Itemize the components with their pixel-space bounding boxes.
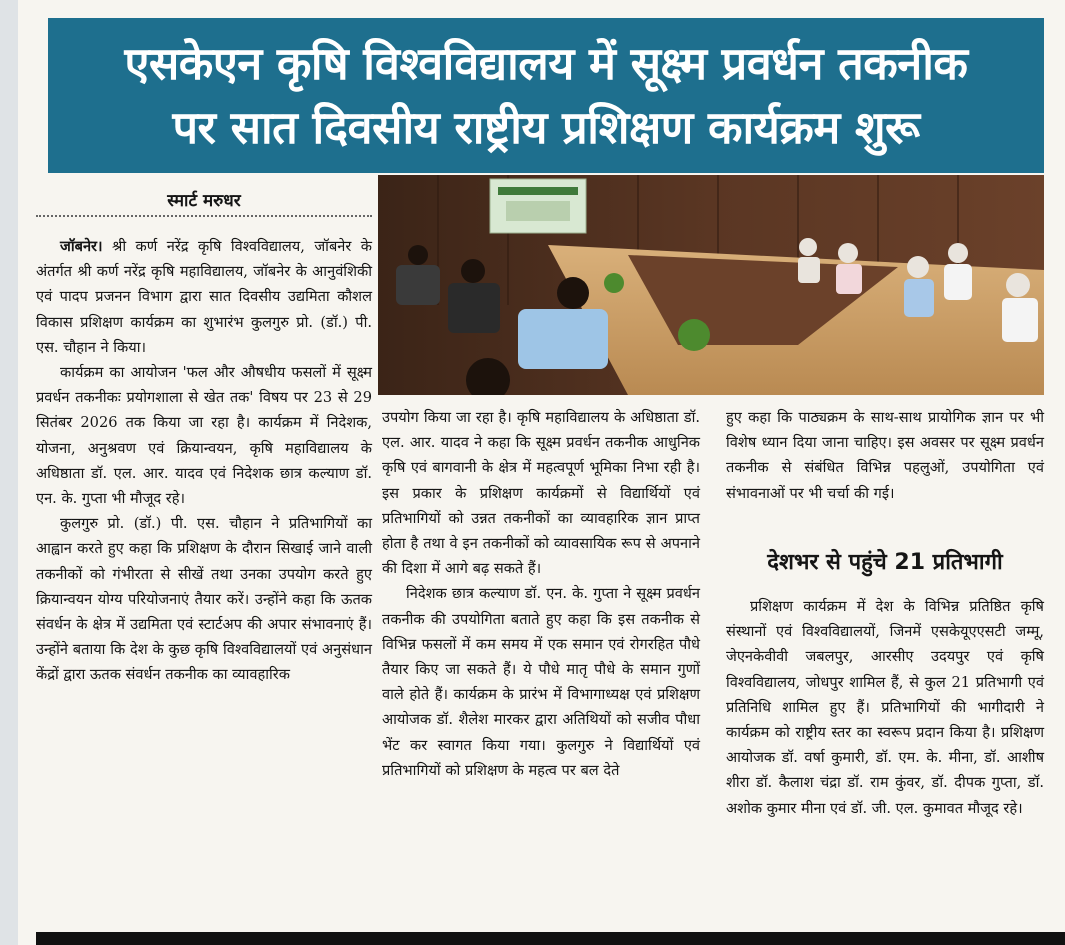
article-column-1 <box>36 234 372 688</box>
headline-banner <box>48 18 1044 173</box>
dateline: जॉबनेर। <box>60 238 103 255</box>
meeting-room-photo <box>378 175 1044 395</box>
byline-divider <box>36 215 372 217</box>
section-subheading: देशभर से पहुंचे 21 प्रतिभागी <box>767 550 1003 575</box>
page-edge-strip <box>0 0 18 945</box>
paragraph-intro-text: श्री कर्ण नरेंद्र कृषि विश्वविद्यालय, जॉबनेर के अंतर्गत श्री कर्ण नरेंद्र कृषि महाविद्यालय, जॉबनेर के आनुवंशिकी एवं पादप प्रजनन विभाग द्वारा सात दिवसीय उद्यमिता कौशल विकास प्रशिक्षण कार्यक्रम का शुभारंभ कुलगुरु प्रो. (डॉ.) पी. एस. चौहान ने किया। <box>36 238 372 356</box>
headline-line-2: पर सात दिवसीय राष्ट्रीय प्रशिक्षण कार्यक्रम शुरू <box>172 101 920 154</box>
paragraph-discussion: हुए कहा कि पाठ्यक्रम के साथ-साथ प्रायोगिक ज्ञान पर भी विशेष ध्यान दिया जाना चाहिए। इस अवसर पर सूक्ष्म प्रवर्धन तकनीक से संबंधित विभिन्न पहलुओं, उपयोगिता एवं संभावनाओं पर भी चर्चा की गई। <box>726 409 1044 502</box>
paragraph-director-remarks: निदेशक छात्र कल्याण डॉ. एन. के. गुप्ता ने सूक्ष्म प्रवर्धन तकनीक की उपयोगिता बताते हुए कहा कि इस तकनीक से विभिन्न फसलों में कम समय में एक समान एवं रोगरहित पौधे तैयार किए जा सकते हैं। ये पौधे मातृ पौधे के समान गुणों वाले होते हैं। कार्यक्रम के प्रारंभ में विभागाध्यक्ष एवं प्रशिक्षण आयोजक डॉ. शैलेश मारकर द्वारा अतिथियों को सजीव पौधा भेंट कर स्वागत किया गया। कुलगुरु ने विद्यार्थियों एवं प्रतिभागियों को प्रशिक्षण के महत्व पर बल देते <box>382 585 700 779</box>
paragraph-dean-remarks: उपयोग किया जा रहा है। कृषि महाविद्यालय के अधिष्ठाता डॉ. एल. आर. यादव ने कहा कि सूक्ष्म प्रवर्धन तकनीक आधुनिक कृषि एवं बागवानी के क्षेत्र में महत्वपूर्ण भूमिका निभा रही है। इस प्रकार के प्रशिक्षण कार्यक्रमों से विद्यार्थियों एवं प्रतिभागियों को उन्नत तकनीकों का व्यावहारिक ज्ञान प्राप्त होता है तथा वे इन तकनीकों को व्यावसायिक रूप से अपनाने की दिशा में आगे बढ़ सकते हैं। <box>382 409 700 578</box>
paragraph-participants: प्रशिक्षण कार्यक्रम में देश के विभिन्न प्रतिष्ठित कृषि संस्थानों एवं विश्वविद्यालयों, जिनमें एसकेयूएएसटी जम्मू, जेएनकेवीवी जबलपुर, आरसीए उदयपुर एवं कृषि विश्वविद्यालय, जोधपुर शामिल हैं, से कुल 21 प्रतिभागी एवं प्रतिनिधि शामिल हुए हैं। प्रतिभागियों की भागीदारी ने कार्यक्रम को राष्ट्रीय स्तर का स्वरूप प्रदान किया है। प्रशिक्षण आयोजक डॉ. वर्षा कुमारी, डॉ. एम. के. मीना, डॉ. आशीष शीरा डॉ. कैलाश चंद्रा डॉ. राम कुंवर, डॉ. दीपक गुप्ता, डॉ. अशोक कुमार मीना एवं डॉ. जी. एल. कुमावत मौजूद रहे। <box>726 598 1044 817</box>
byline: स्मार्ट मरुधर <box>167 191 241 211</box>
article-column-2 <box>382 405 700 783</box>
next-headline-bar <box>36 932 1065 945</box>
paragraph-intro <box>36 234 372 360</box>
article-column-3-continued <box>726 594 1044 821</box>
paragraph-vc-address: कुलगुरु प्रो. (डॉ.) पी. एस. चौहान ने प्रतिभागियों का आह्वान करते हुए कहा कि प्रशिक्षण के दौरान सिखाई जाने वाली तकनीकों को गंभीरता से सीखें तथा उनका उपयोग करते हुए क्रियान्वयन योग्य परियोजनाएं तैयार करें। उन्होंने कहा कि ऊतक संवर्धन के क्षेत्र में उद्यमिता एवं स्टार्टअप की अपार संभावनाएं हैं। उन्होंने बताया कि देश के कुछ कृषि विश्वविद्यालयों एवं अनुसंधान केंद्रों द्वारा ऊतक संवर्धन तकनीक का व्यावहारिक <box>36 515 372 684</box>
news-photo <box>378 175 1044 395</box>
headline-line-1: एसकेएन कृषि विश्वविद्यालय में सूक्ष्म प्रवर्धन तकनीक <box>124 37 968 90</box>
paragraph-topic: कार्यक्रम का आयोजन 'फल और औषधीय फसलों में सूक्ष्म प्रवर्धन तकनीकः प्रयोगशाला से खेत तक' विषय पर 23 से 29 सितंबर 2026 तक किया जा रहा है। कार्यक्रम में निदेशक, योजना, अनुश्रवण एवं क्रियान्वयन, कृषि महाविद्यालय के अधिष्ठाता डॉ. एल. आर. यादव एवं निदेशक छात्र कल्याण डॉ. एन. के. गुप्ता भी मौजूद रहे। <box>36 364 372 508</box>
article-column-3 <box>726 405 1044 506</box>
